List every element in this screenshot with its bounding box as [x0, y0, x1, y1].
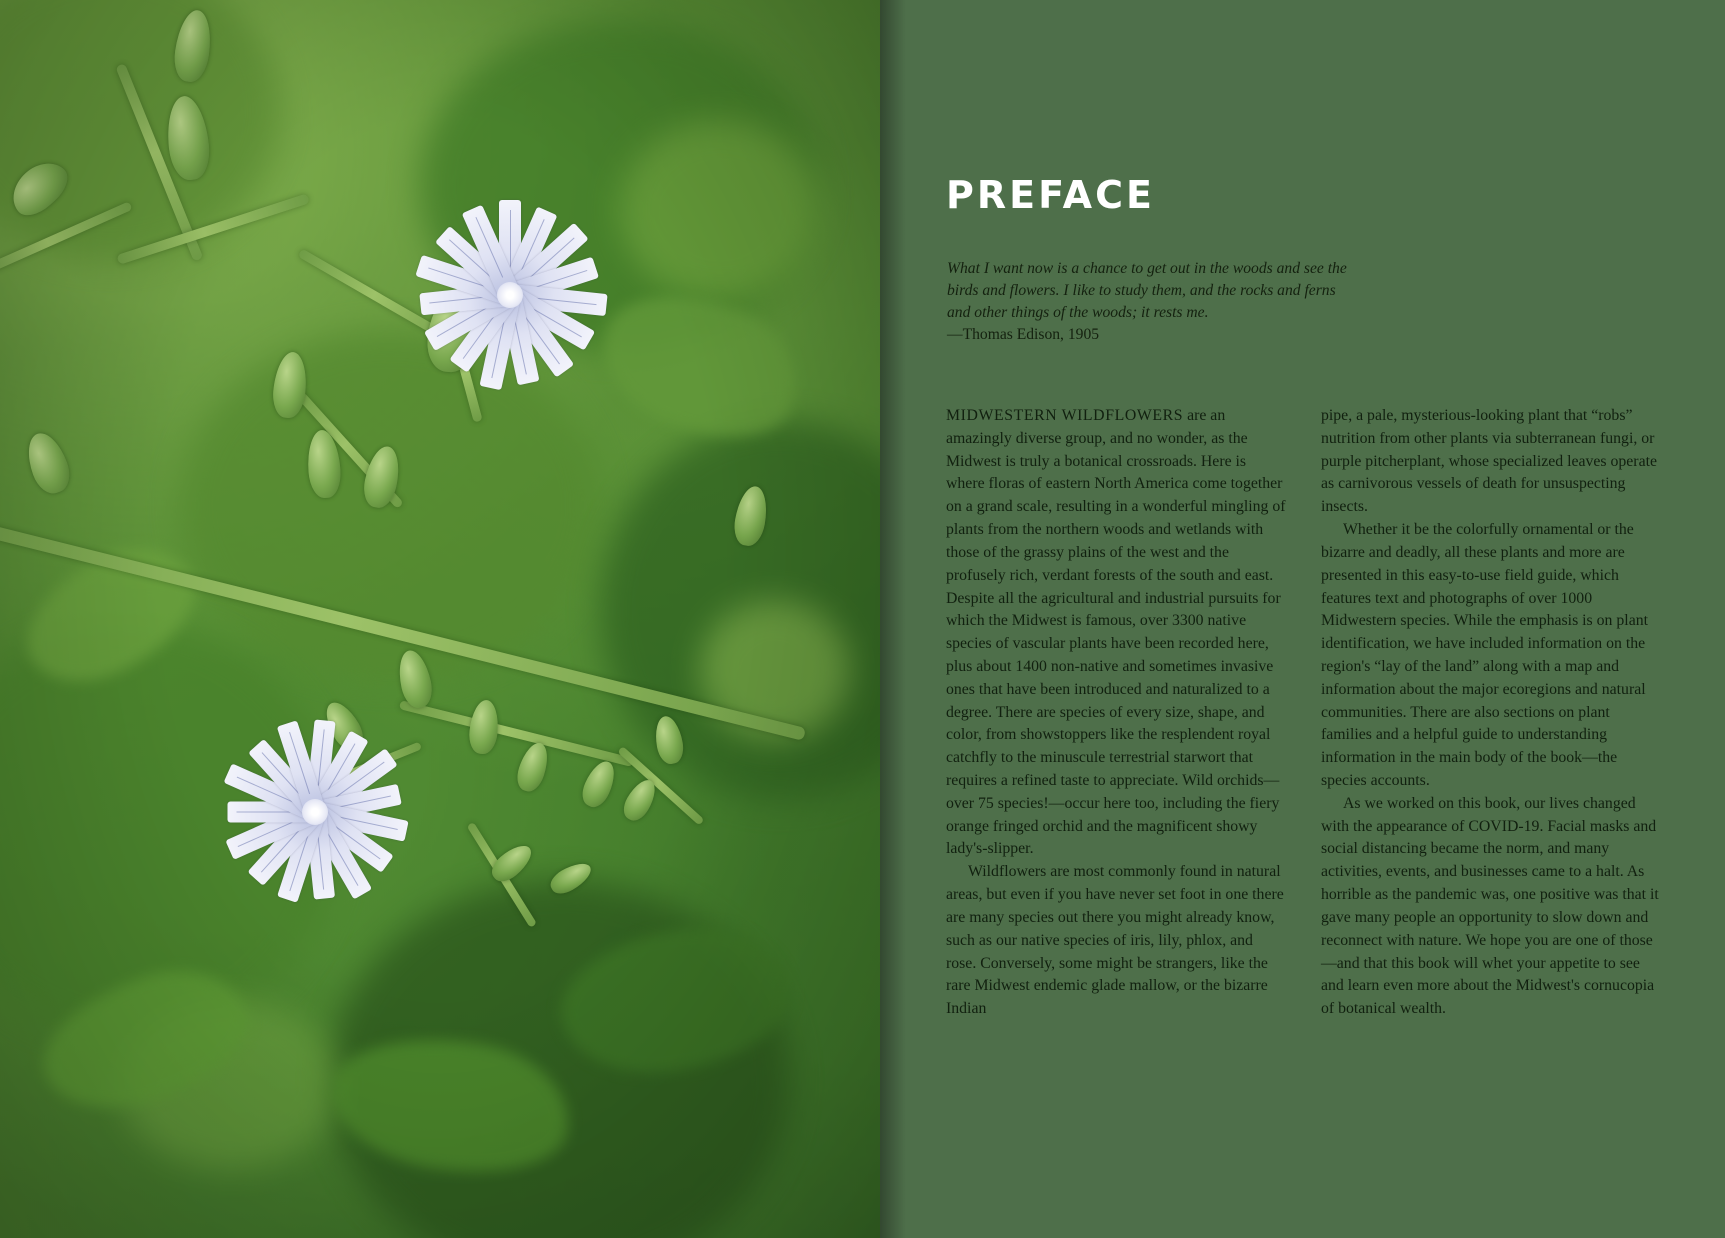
paragraph-indian-pipe-continued: pipe, a pale, mysterious-looking plant that “robs” nutrition from other plants via subterranean fungi, or purple pitcherplant, whose specialized leaves operate as carnivorous vessels of death for unsuspecting insects. — [1321, 407, 1657, 516]
paragraph-opening — [946, 405, 1286, 861]
foliage-blob — [620, 120, 820, 300]
body-columns — [946, 405, 1661, 1021]
epigraph — [947, 258, 1357, 347]
page-content — [946, 0, 1661, 1238]
epigraph-attribution: —Thomas Edison, 1905 — [947, 326, 1100, 344]
lead-small-caps: MIDWESTERN WILDFLOWERS — [946, 407, 1184, 424]
body-column-left — [946, 405, 1286, 1021]
epigraph-quote: What I want now is a chance to get out in the woods and see the birds and flowers. I like to study them, and the rocks and ferns and other things of the woods; it rests me. — [947, 260, 1347, 322]
paragraph-field-guide: Whether it be the colorfully ornamental or the bizarre and deadly, all these plants and more are presented in this easy-to-use field guide, which features text and photographs of over 1000 Midwestern species. While the emphasis is on plant identification, we have included information on the region's “lay of the land” along with a map and information about the major ecoregions and natural communities. There are also sections on plant families and a helpful guide to understanding information in the main body of the book—the species accounts. — [1321, 521, 1648, 789]
preface-page — [880, 0, 1725, 1238]
paragraph-wildflowers-known: Wildflowers are most commonly found in natural areas, but even if you have never set foot in one there are many species out there you might already know, such as our native species of iris, lily, phlox, and rose. Conversely, some might be strangers, like the rare Midwest endemic glade mallow, or the bizarre Indian — [946, 863, 1284, 1018]
page-title: PREFACE — [946, 173, 1155, 218]
body-column-right — [1321, 405, 1661, 1021]
flower-center — [497, 282, 523, 308]
flower-center — [302, 799, 328, 825]
paragraph-opening-rest: are an amazingly diverse group, and no wonder, as the Midwest is truly a botanical crossroads. Here is where floras of eastern North America come together on a grand scale, resulting in a wonderful mingling of plants from the northern woods and wetlands with those of the grassy plains of the west and the profusely rich, verdant forests of the south and east. Despite all the agricultural and industrial pursuits for which the Midwest is famous, over 3300 native species of vascular plants have been recorded here, plus about 1400 non-native and sometimes invasive ones that have been introduced and naturalized to a degree. There are species of every size, shape, and color, from showstoppers like the resplendent royal catchfly to the minuscule terrestrial starwort that requires a refined taste to appreciate. Wild orchids—over 75 species!—occur here too, including the fiery orange fringed orchid and the magnificent showy lady's-slipper. — [946, 407, 1286, 858]
paragraph-covid: As we worked on this book, our lives changed with the appearance of COVID-19. Facial masks and social distancing became the norm, and many activities, events, and businesses came to a halt. As horrible as the pandemic was, one positive was that it gave many people an opportunity to slow down and reconnect with nature. We hope you are one of those—and that this book will whet your appetite to see and learn even more about the Midwest's cornucopia of botanical wealth. — [1321, 794, 1659, 1018]
